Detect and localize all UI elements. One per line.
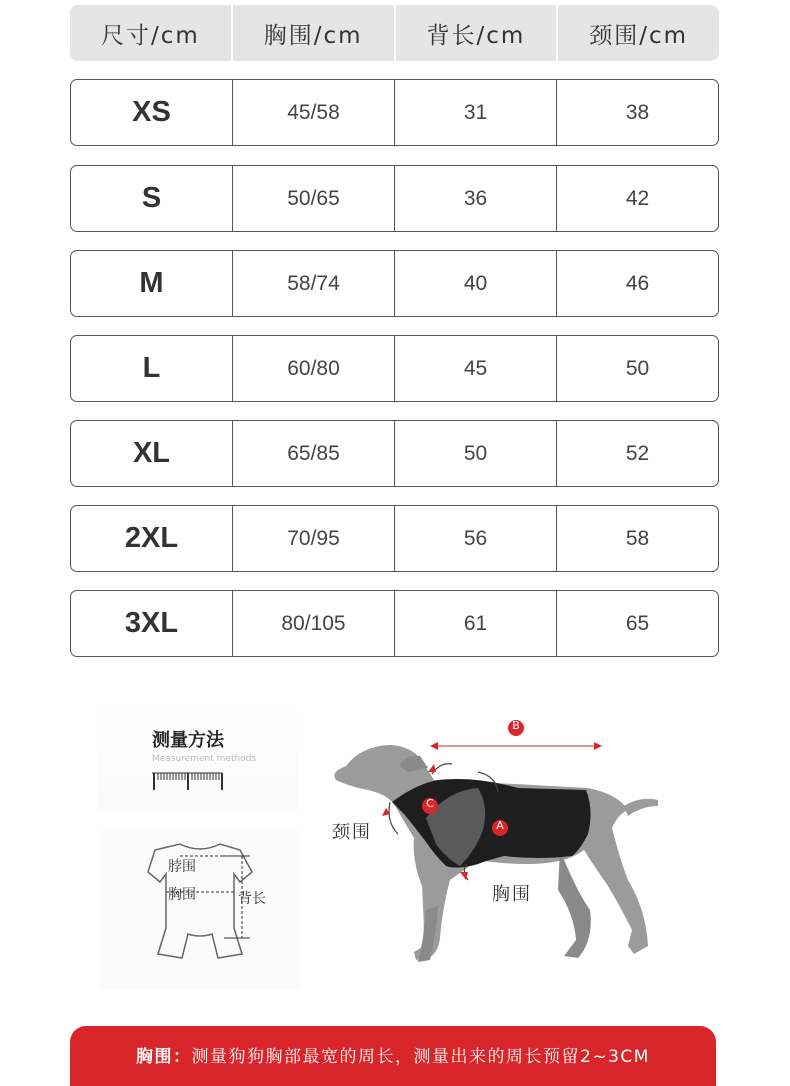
back-cell: 50 — [394, 421, 556, 486]
back-cell: 61 — [394, 591, 556, 656]
garment-back-label: 背长 — [238, 891, 266, 907]
dog-diagram — [328, 710, 668, 980]
chest-cell: 50/65 — [232, 166, 394, 231]
table-row — [70, 165, 719, 232]
table-row — [70, 335, 719, 402]
garment-sketch — [100, 830, 300, 990]
marker-a-label: A — [496, 819, 504, 832]
chest-cell: 65/85 — [232, 421, 394, 486]
size-cell: S — [141, 182, 162, 214]
neck-cell: 65 — [556, 591, 718, 656]
neck-cell: 58 — [556, 506, 718, 571]
table-row — [70, 590, 719, 657]
back-cell: 36 — [394, 166, 556, 231]
table-row — [70, 79, 719, 146]
neck-cell: 50 — [556, 336, 718, 401]
chest-cell: 58/74 — [232, 251, 394, 316]
size-cell: 3XL — [124, 607, 179, 639]
garment-chest-label: 胸围 — [168, 887, 196, 903]
banner-text: 测量狗狗胸部最宽的周长，测量出来的周长预留2~3CM — [191, 1047, 650, 1067]
size-cell: M — [139, 267, 164, 299]
size-cell: 2XL — [124, 522, 179, 554]
garment-neck-label: 脖围 — [168, 859, 196, 875]
table-row — [70, 250, 719, 317]
size-cell: XS — [132, 96, 171, 128]
chest-cell: 60/80 — [232, 336, 394, 401]
back-cell: 45 — [394, 336, 556, 401]
back-cell: 40 — [394, 251, 556, 316]
size-cell: L — [142, 352, 161, 384]
marker-c-label: C — [426, 797, 434, 810]
header-back-length: 背长/cm — [394, 5, 557, 61]
header-neck: 颈围/cm — [556, 5, 719, 61]
chest-label: 胸围 — [492, 884, 532, 905]
header-size: 尺寸/cm — [100, 22, 200, 49]
back-cell: 56 — [394, 506, 556, 571]
back-cell: 31 — [394, 80, 556, 145]
neck-label: 颈围 — [332, 822, 372, 843]
banner-label: 胸围： — [136, 1047, 192, 1067]
neck-cell: 46 — [556, 251, 718, 316]
chest-cell: 70/95 — [232, 506, 394, 571]
neck-cell: 52 — [556, 421, 718, 486]
neck-cell: 38 — [556, 80, 718, 145]
size-table-header — [70, 5, 719, 61]
method-subtitle: Measurement methods — [152, 754, 257, 764]
header-chest: 胸围/cm — [231, 5, 394, 61]
chest-cell: 45/58 — [232, 80, 394, 145]
ruler-icon — [152, 770, 262, 794]
method-title: 测量方法 — [152, 730, 224, 751]
table-row — [70, 420, 719, 487]
table-row — [70, 505, 719, 572]
size-cell: XL — [132, 437, 171, 469]
chest-cell: 80/105 — [232, 591, 394, 656]
marker-b-label: B — [512, 719, 520, 732]
neck-cell: 42 — [556, 166, 718, 231]
chest-note-banner — [70, 1026, 716, 1086]
